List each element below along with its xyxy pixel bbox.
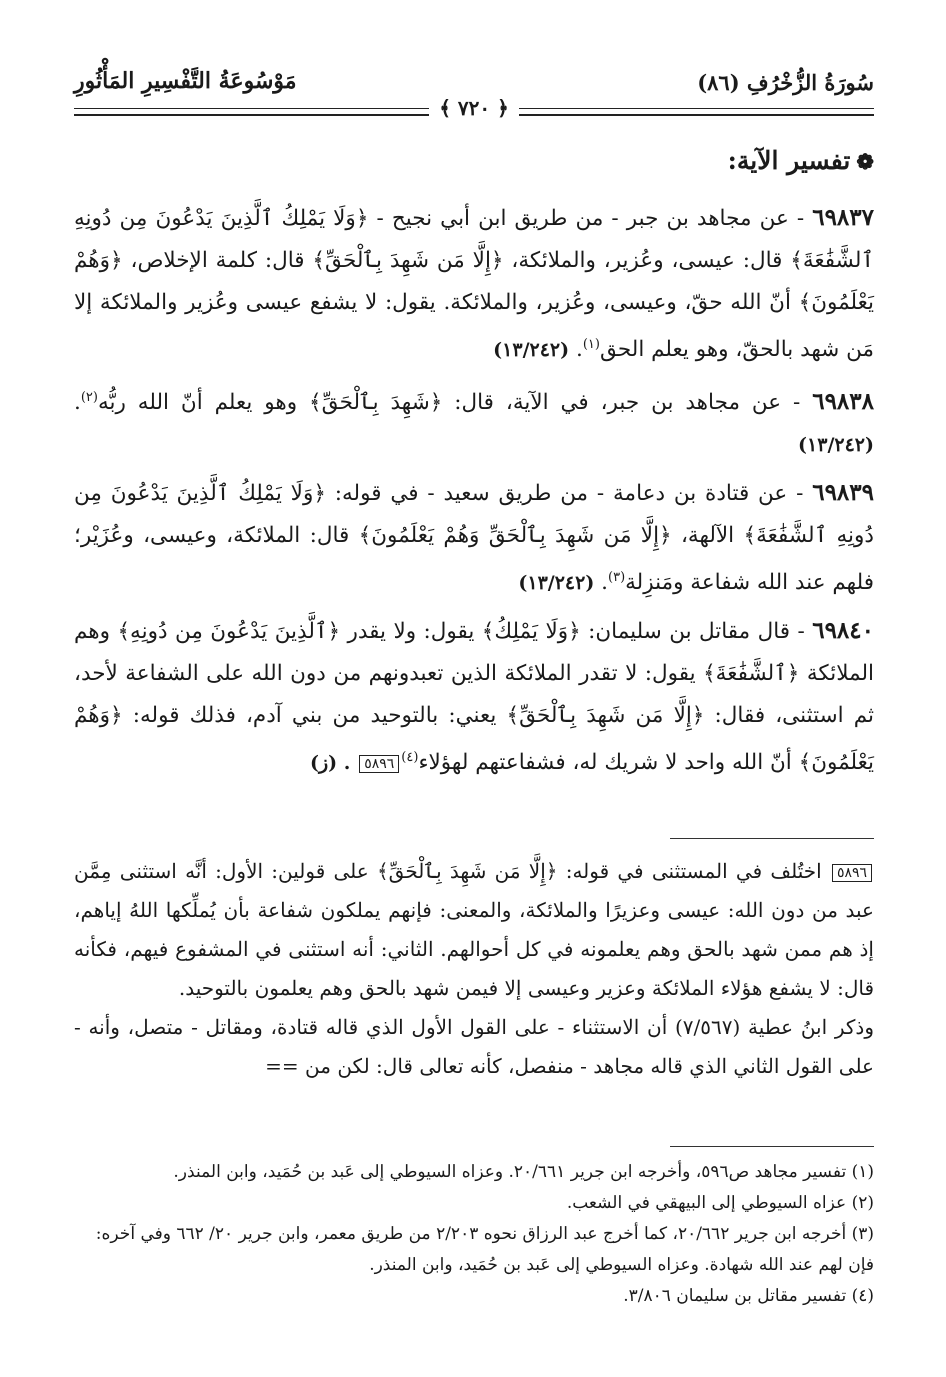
footnote-marker: (٤) <box>401 750 419 766</box>
footnote-marker: (٣) <box>608 570 626 586</box>
narration-text: - قال مقاتل بن سليمان: ﴿وَلَا يَمْلِكُ﴾ يقول: ولا يقدر ﴿ٱلَّذِينَ يَدْعُونَ مِن دُونِهِ﴾ وهم الملائكة ﴿ٱلشَّفَٰعَةَ﴾ يقول: لا تقدر الملائكة الذين تعبدونهم من دون الله على الشفاعة لأحد، ثم استثنى، فقال: ﴿إِلَّا مَن شَهِدَ بِٱلْحَقِّ﴾ يعني: بالتوحيد من بني آدم، فذلك قوله: ﴿وَهُمْ يَعْلَمُونَ﴾ أنّ الله واحد لا شريك له، فشفاعتهم لهؤلاء <box>74 619 874 776</box>
commentary-text: وذكر ابنُ عطية (٧/٥٦٧) أن الاستثناء - على القول الأول الذي قاله قتادة، ومقاتل - متصل، وأنه - على القول الثاني الذي قاله مجاهد - منفصل، كأنه تعالى قال: لكن من == <box>74 1015 874 1078</box>
section-heading <box>74 146 874 175</box>
commentary-separator <box>670 838 874 839</box>
narration-number: ٦٩٨٣٩ <box>812 479 874 507</box>
commentary-paragraph <box>74 852 874 1008</box>
book-title: مَوْسُوعَةُ التَّفْسِيرِ المَأْثُورِ <box>74 68 297 94</box>
section-title: تفسير الآية: <box>727 146 851 175</box>
footnote: (٢) عزاه السيوطي إلى البيهقي في الشعب. <box>566 1193 874 1213</box>
main-text <box>74 140 874 791</box>
narration-number: ٦٩٨٣٨ <box>812 388 874 416</box>
commentary-box-label: ٥٨٩٦ <box>832 864 872 882</box>
commentary-box-ref: ٥٨٩٦ <box>359 755 399 773</box>
footnotes <box>74 1157 874 1312</box>
page-number: ﴿ ٧٢٠ ﴾ <box>429 96 519 120</box>
cross-reference: (١٣/٢٤٢) <box>493 339 570 362</box>
cross-reference: (١٣/٢٤٢) <box>518 572 595 595</box>
narration-text: - عن مجاهد بن جبر، في الآية، قال: ﴿شَهِدَ بِٱلْحَقِّ﴾ وهو يعلم أنّ الله ربُّه <box>97 390 801 416</box>
footnote-marker: (١) <box>582 337 600 352</box>
flower-icon: ❁ <box>856 149 874 174</box>
footnote: (٤) تفسير مقاتل بن سليمان ٣/٨٠٦. <box>623 1286 874 1306</box>
narration-entry: ٦٩٨٣٩ - عن قتادة بن دعامة - من طريق سعيد - في قوله: ﴿وَلَا يَمْلِكُ ٱلَّذِينَ يَدْعُونَ مِن دُونِهِ ٱلشَّفَٰعَةَ﴾ الآلهة، ﴿إِلَّا مَن شَهِدَ بِٱلْحَقِّ وَهُمْ يَعْلَمُونَ﴾ قال: الملائكة، وعيسى، وعُزَيْر؛ فلهم عند الله شفاعة ومَنزِلة$^{(٣)}$. (١٣/٢٤٢) <box>74 479 874 596</box>
narration-number: ٦٩٨٤٠ <box>812 617 874 645</box>
narration-entry: ٦٩٨٣٧ - عن مجاهد بن جبر - من طريق ابن أبي نجيح - ﴿وَلَا يَمْلِكُ ٱلَّذِينَ يَدْعُونَ مِن دُونِهِ ٱلشَّفَٰعَةَ﴾ قال: عيسى، وعُزير، والملائكة، ﴿إِلَّا مَن شَهِدَ بِٱلْحَقِّ﴾ قال: كلمة الإخلاص، ﴿وَهُمْ يَعْلَمُونَ﴾ أنّ الله حقّ، وعيسى، وعُزير، والملائكة. يقول: لا يشفع عيسى وعُزير والملائكة إلا مَن شهد بالحقّ، وهو يعلم الحق$^{(١)}$. (١٣/٢٤٢) <box>74 204 874 363</box>
narration-number: ٦٩٨٣٧ <box>812 204 874 231</box>
commentary-paragraph <box>74 1008 874 1086</box>
narration-entry: ٦٩٨٣٨ - عن مجاهد بن جبر، في الآية، قال: ﴿شَهِدَ بِٱلْحَقِّ﴾ وهو يعلم أنّ الله ربُّه$^{(٢)}$. (١٣/٢٤٢) <box>74 388 874 457</box>
narration-text: - عن قتادة بن دعامة - من طريق سعيد - في قوله: ﴿وَلَا يَمْلِكُ ٱلَّذِينَ يَدْعُونَ مِن دُونِهِ ٱلشَّفَٰعَةَ﴾ الآلهة، ﴿إِلَّا مَن شَهِدَ بِٱلْحَقِّ وَهُمْ يَعْلَمُونَ﴾ قال: الملائكة، وعيسى، وعُزَيْر؛ فلهم عند الله شفاعة ومَنزِلة <box>74 481 874 596</box>
commentary <box>74 852 874 1086</box>
narration-text: - عن مجاهد بن جبر - من طريق ابن أبي نجيح - ﴿وَلَا يَمْلِكُ ٱلَّذِينَ يَدْعُونَ مِن دُونِهِ ٱلشَّفَٰعَةَ﴾ قال: عيسى، وعُزير، والملائكة، ﴿إِلَّا مَن شَهِدَ بِٱلْحَقِّ﴾ قال: كلمة الإخلاص، ﴿وَهُمْ يَعْلَمُونَ﴾ أنّ الله حقّ، وعيسى، وعُزير، والملائكة. يقول: لا يشفع عيسى وعُزير والملائكة إلا مَن شهد بالحقّ، وهو يعلم الحق <box>74 206 874 363</box>
surah-title: سُورَةُ الزُّخْرُفِ (٨٦) <box>697 70 874 95</box>
footnote: (١) تفسير مجاهد ص٥٩٦، وأخرجه ابن جرير ٢٠/٦٦١. وعزاه السيوطي إلى عَبد بن حُمَيد، وابن المنذر. <box>173 1162 874 1182</box>
cross-reference: (١٣/٢٤٢) <box>798 434 874 457</box>
narration-entry <box>74 610 874 784</box>
page-number-wrap <box>74 96 874 120</box>
footnote: (٣) أخرجه ابن جرير ٢٠/٦٦٢، كما أخرج عبد الرزاق نحوه ٢/٢٠٣ من طريق معمر، وابن جرير ٢٠/ ٦٦٢ وفي آخره: فإن لهم عند الله شهادة. وعزاه السيوطي إلى عَبد بن حُمَيد، وابن المنذر. <box>95 1224 874 1275</box>
cross-reference: . (ز) <box>309 752 351 775</box>
footnote-marker: (٢) <box>80 390 98 406</box>
commentary-text: اختُلف في المستثنى في قوله: ﴿إِلَّا مَن شَهِدَ بِٱلْحَقِّ﴾ على قولين: الأول: أنَّه استثنى مِمَّن عبد من دون الله: عيسى وعزيرًا والملائكة، والمعنى: فإنهم يملكون شفاعة بأن يُملِّكها اللهُ إياهم، إذ هم ممن شهد بالحق وهم يعلمونه في كل أحوالهم. الثاني: أنه استثنى في المشفوع فيهم، فكأنه قال: لا يشفع هؤلاء الملائكة وعزير وعيسى إلا فيمن شهد بالحق وهم يعلمون بالتوحيد. <box>74 859 874 1000</box>
footnote-separator <box>670 1146 874 1147</box>
